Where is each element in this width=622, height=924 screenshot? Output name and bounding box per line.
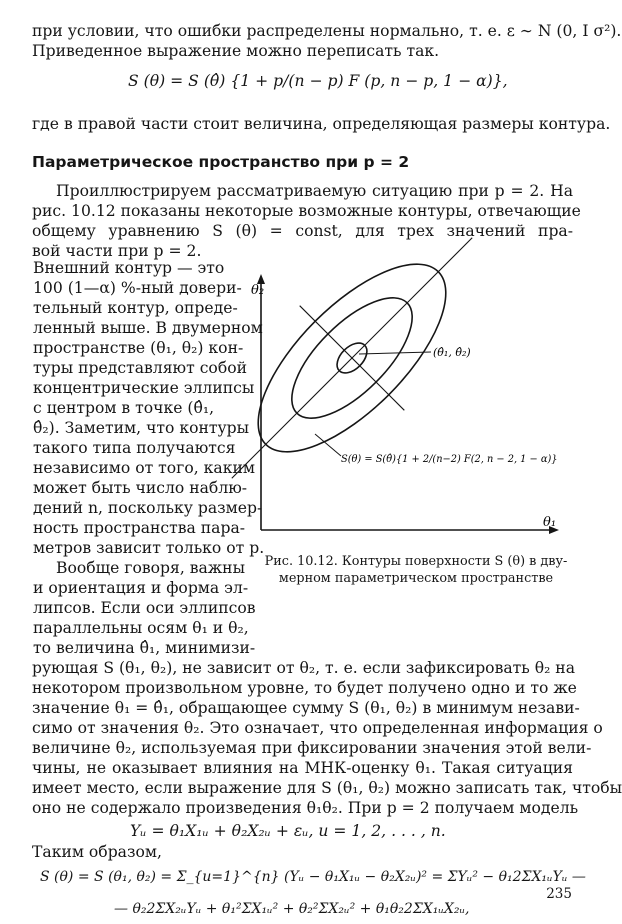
text-line: при условии, что ошибки распределены нормально, т. е. ε ∼ N (0, I σ²). [32,22,622,40]
text-line: пространстве (θ₁, θ₂) кон- [33,339,244,357]
page-number: 235 [546,886,572,902]
text-line: рующая S (θ₁, θ₂), не зависит от θ₂, т. е. если зафиксировать θ₂ на [32,659,576,677]
text-line: 100 (1—α) %-ный довери- [33,279,242,297]
text-line: рис. 10.12 показаны некоторые возможные контуры, отвечающие [32,202,581,220]
formula-sum-of-squares: S (θ) = S (θ₁, θ₂) = Σ_{u=1}^{n} (Yᵤ − θ₁X₁ᵤ − θ₂X₂ᵤ)² = ΣYᵤ² − θ₁2ΣX₁ᵤYᵤ — [40,869,586,885]
text-line: Проиллюстрируем рассматриваемую ситуацию при p = 2. На [56,182,573,200]
text-line: симо от значения θ₂. Это означает, что определенная информация о [32,719,603,737]
text-line: ность пространства пара- [33,519,246,537]
text-line: чины, не оказывает влияния на МНК-оценку θ₁. Такая ситуация [32,759,573,777]
text-line: с центром в точке (θ̂₁, [33,399,215,417]
text-line: независимо от того, каким [33,459,255,477]
text-line: липсов. Если оси эллипсов [33,599,256,617]
text-line: Таким образом, [32,843,162,861]
figure-caption: мерном параметрическом пространстве [278,571,554,586]
text-line: оно не содержало произведения θ₁θ₂. При p = 2 получаем модель [32,799,579,817]
text-line: ленный выше. В двумерном [33,319,263,337]
y-axis-label: θ₂ [251,283,265,298]
text-line: Приведенное выражение можно переписать так. [32,42,440,60]
center-leader-line [359,352,431,354]
text-line: параллельны осям θ₁ и θ₂, [33,619,249,637]
contour-figure [251,268,575,536]
text-line: величине θ₂, используемая при фиксировании значения этой вели- [32,739,592,757]
formula-contour: S (θ) = S (θ̂) {1 + p/(n − p) F (p, n − p, 1 − α)}, [128,72,508,90]
formula-model: Yᵤ = θ₁X₁ᵤ + θ₂X₂ᵤ + εᵤ, u = 1, 2, . . . , n. [130,822,446,840]
text-line: Внешний контур — это [33,259,225,277]
text-line: некотором произвольном уровне, то будет получено одно и то же [32,679,577,697]
text-line: дений n, поскольку размер- [33,499,263,517]
contour-label: S(θ) = S(θ̂){1 + 2/(n−2) F(2, n − 2, 1 − α)} [341,454,558,465]
text-line: такого типа получаются [33,439,236,457]
text-line: где в правой части стоит величина, определяющая размеры контура. [32,115,611,133]
text-line: может быть число наблю- [33,479,248,497]
text-line: общему уравнению S (θ) = const, для трех значений пра- [32,222,573,240]
text-line: имеет место, если выражение для S (θ₁, θ₂) можно записать так, чтобы [32,779,622,797]
text-line: метров зависит только от p. [33,539,265,557]
section-heading: Параметрическое пространство при p = 2 [32,153,410,171]
text-line: θ̂₂). Заметим, что контуры [33,419,250,437]
text-line: значение θ₁ = θ̂₁, обращающее сумму S (θ₁, θ₂) в минимум незави- [32,699,580,717]
center-label: (θ̂₁, θ̂₂) [433,346,471,359]
text-line: и ориентация и форма эл- [33,579,249,597]
text-line: Вообще говоря, важны [56,559,245,577]
text-line: то величина θ̂₁, минимизи- [33,639,256,657]
figure-caption: Рис. 10.12. Контуры поверхности S (θ) в дву- [264,554,568,569]
text-line: туры представляют собой [33,359,247,377]
text-line: вой части при p = 2. [32,242,202,260]
text-line: тельный контур, опреде- [33,299,238,317]
text-line: концентрические эллипсы [33,379,255,397]
formula-sum-of-squares-continued: — θ₂2ΣX₂ᵤYᵤ + θ₁²ΣX₁ᵤ² + θ₂²ΣX₂ᵤ² + θ₁θ₂2ΣX₁ᵤX₂ᵤ, [114,901,470,917]
x-axis-label: θ₁ [543,515,557,530]
